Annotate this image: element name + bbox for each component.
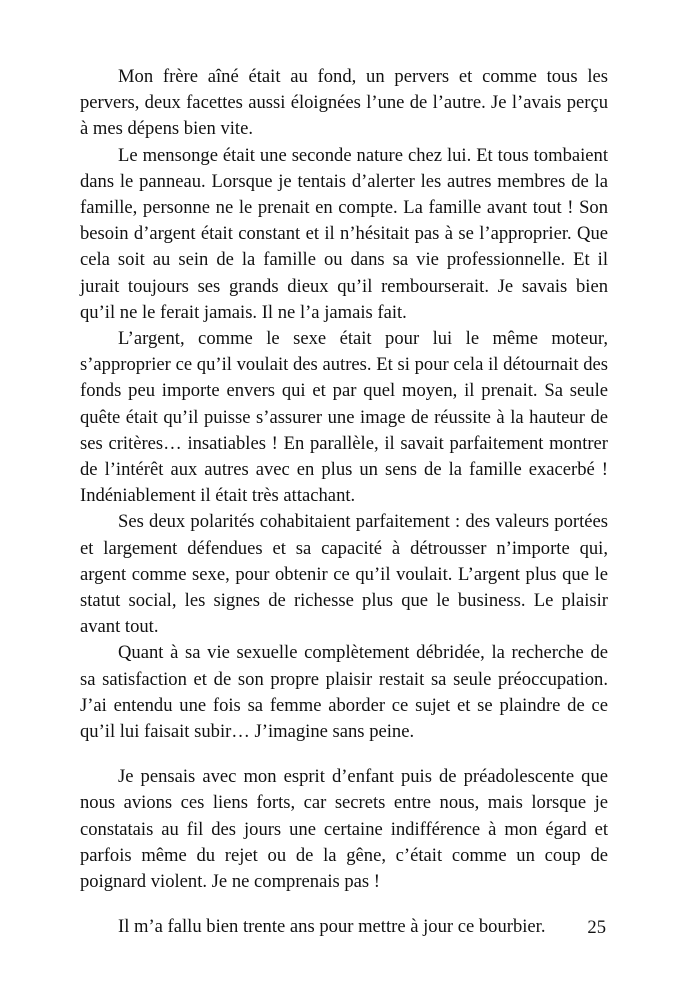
paragraph: Le mensonge était une seconde nature chez lui. Et tous tombaient dans le panneau. Lorsque je tentais d’alerter les autres membres de la famille, personne ne le prenait en compte. La famille avant tout ! Son besoin d’argent était constant et il n’hésitait pas à se l’approprier. Que cela soit au sein de la famille ou dans sa vie professionnelle. Et il jurait toujours ses grands dieux qu’il rembourserait. Je savais bien qu’il ne le ferait jamais. Il ne l’a jamais fait. bbox=[80, 144, 608, 323]
paragraph: Il m’a fallu bien trente ans pour mettre à jour ce bourbier. bbox=[118, 916, 546, 938]
paragraph: Quant à sa vie sexuelle complètement débridée, la recherche de sa satisfaction et de son propre plaisir restait sa seule préoccupation. J’ai entendu une fois sa femme aborder ce sujet et se plaindre de ce qu’il lui faisait subir… J’imagine sans peine. bbox=[80, 642, 608, 743]
paragraph: Mon frère aîné était au fond, un pervers et comme tous les pervers, deux facettes aussi éloignées l’une de l’autre. Je l’avais perçu à mes dépens bien vite. bbox=[80, 66, 608, 140]
page-number: 25 bbox=[587, 917, 606, 938]
paragraph: L’argent, comme le sexe était pour lui le même moteur, s’approprier ce qu’il voulait des autres. Et si pour cela il détournait des fonds peu importe envers qui et par quel moyen, il prenait. Sa seule quête était qu’il puisse s’assurer une image de réussite à la hauteur de ses critères… insatiables ! En parallèle, il savait parfaitement montrer de l’intérêt aux autres avec en plus un sens de la famille exacerbé ! Indéniablement il était très attachant. bbox=[80, 328, 608, 507]
paragraph: Ses deux polarités cohabitaient parfaitement : des valeurs portées et largement défendues et sa capacité à détrousser n’importe qui, argent comme sexe, pour obtenir ce qu’il voulait. L’argent plus que le statut social, les signes de richesse plus que le business. Le plaisir avant tout. bbox=[80, 511, 608, 638]
page-body bbox=[80, 64, 608, 941]
paragraph: Je pensais avec mon esprit d’enfant puis de préadolescente que nous avions ces liens forts, car secrets entre nous, mais lorsque je constatais au fil des jours une certaine indifférence à mon égard et parfois même du rejet ou de la gêne, c’était comme un coup de poignard violent. Je ne comprenais pas ! bbox=[80, 766, 608, 893]
